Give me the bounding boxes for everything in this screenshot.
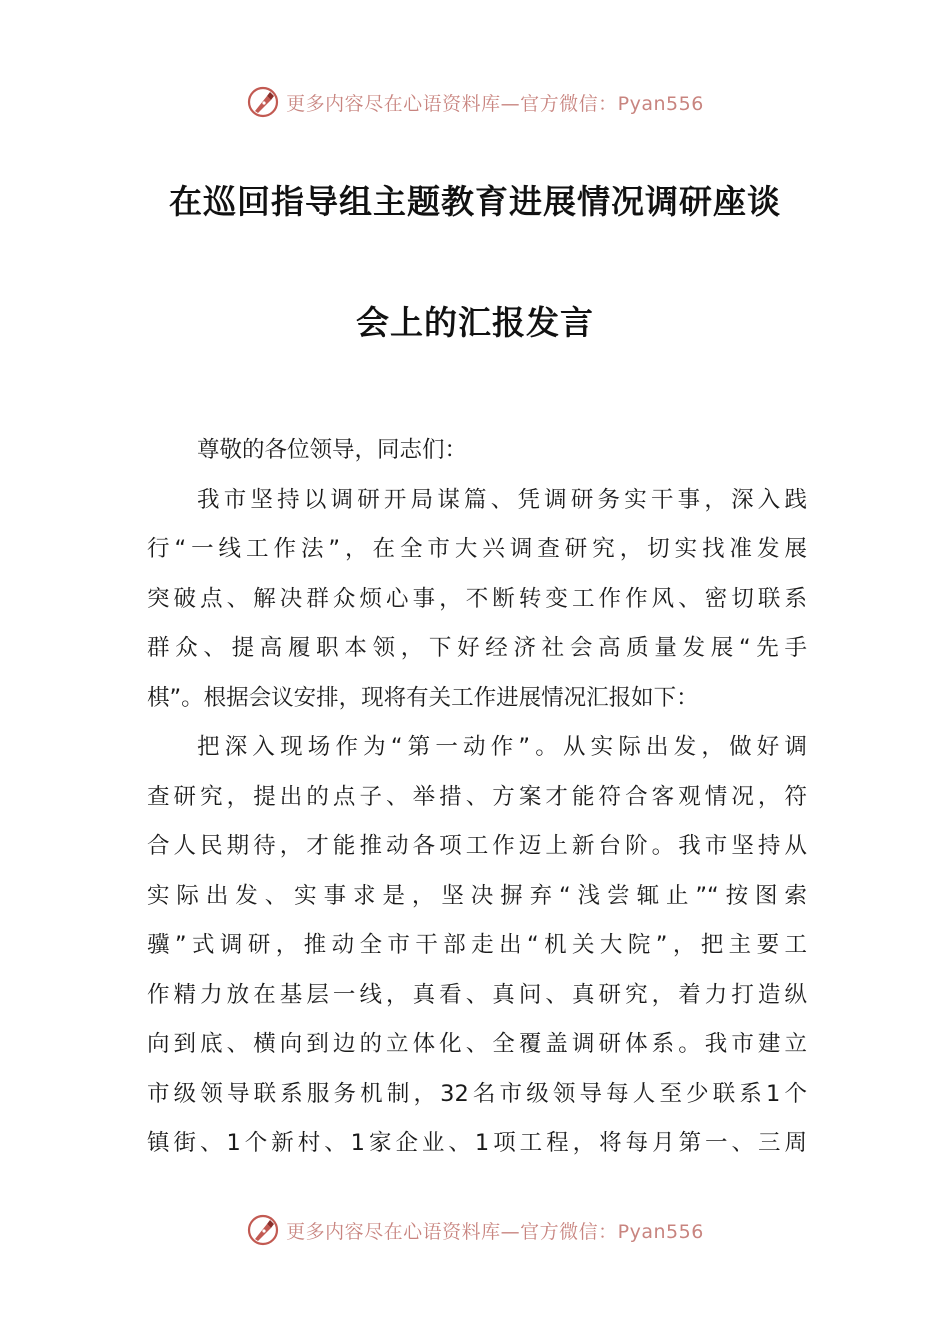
body-line: 向到底、横向到边的立体化、全覆盖调研体系。我市建立 bbox=[147, 1031, 807, 1057]
body-line: 市级领导联系服务机制，32名市级领导每人至少联系1个 bbox=[147, 1080, 807, 1107]
pen-nib-logo-icon bbox=[246, 85, 280, 119]
document-title-line-2: 会上的汇报发言 bbox=[356, 303, 594, 342]
document-body bbox=[147, 426, 807, 1169]
body-line: 突破点、解决群众烦心事，不断转变工作作风、密切联系 bbox=[147, 585, 807, 612]
body-line: 作精力放在基层一线，真看、真问、真研究，着力打造纵 bbox=[147, 981, 807, 1008]
body-line: 镇街、1个新村、1家企业、1项工程，将每月第一、三周 bbox=[147, 1130, 807, 1156]
salutation: 尊敬的各位领导，同志们： bbox=[197, 437, 468, 463]
watermark-text: 更多内容尽在心语资料库—官方微信：Pyan556 bbox=[286, 92, 704, 115]
pen-nib-logo-icon bbox=[246, 1213, 280, 1247]
header-watermark bbox=[0, 82, 950, 122]
body-line: 实际出发、实事求是，坚决摒弃“浅尝辄止”“按图索 bbox=[147, 882, 807, 909]
body-line: 群众、提高履职本领，下好经济社会高质量发展“先手 bbox=[147, 635, 807, 661]
footer-watermark bbox=[0, 1210, 950, 1250]
body-line: 行“一线工作法”，在全市大兴调查研究，切实找准发展 bbox=[147, 536, 807, 562]
body-line: 查研究，提出的点子、举措、方案才能符合客观情况，符 bbox=[147, 783, 807, 810]
body-line: 合人民期待，才能推动各项工作迈上新台阶。我市坚持从 bbox=[147, 833, 807, 859]
body-line: 骥”式调研，推动全市干部走出“机关大院”，把主要工 bbox=[147, 932, 807, 958]
watermark-text: 更多内容尽在心语资料库—官方微信：Pyan556 bbox=[286, 1220, 704, 1243]
document-title-line-1: 在巡回指导组主题教育进展情况调研座谈 bbox=[169, 182, 781, 221]
body-line: 棋”。根据会议安排，现将有关工作进展情况汇报如下： bbox=[147, 684, 699, 711]
body-line: 把深入现场作为“第一动作”。从实际出发，做好调 bbox=[197, 734, 807, 760]
body-line: 我市坚持以调研开局谋篇、凭调研务实干事，深入践 bbox=[197, 486, 807, 513]
